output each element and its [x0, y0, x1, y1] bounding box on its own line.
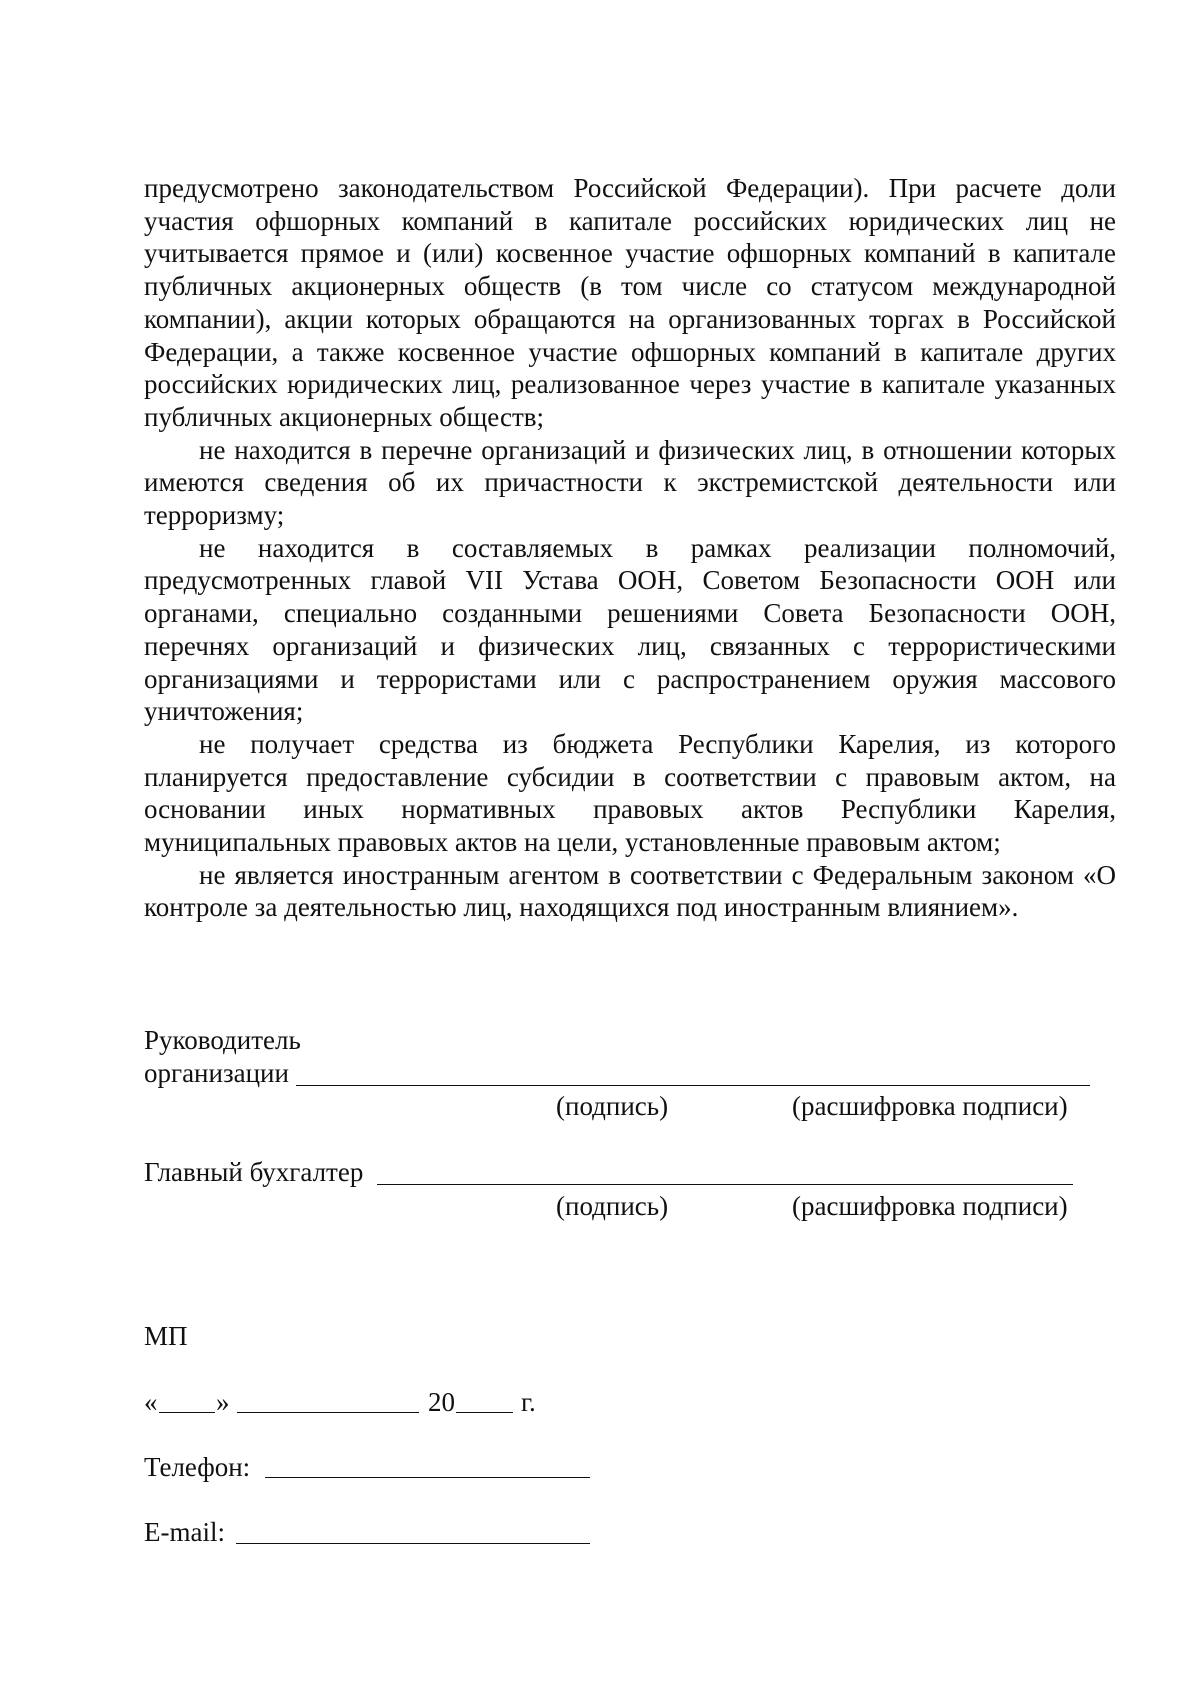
date-year-suffix: г. [521, 1387, 536, 1417]
head-caption-signature: (подпись) [556, 1091, 669, 1121]
date-month-blank [237, 1412, 419, 1413]
paragraph-offshore-participation: предусмотрено законодательством Российской Федерации). При расчете доли участия офшорных компаний в капитале российских юридических лиц не учитывается прямое и (или) косвенное участие офшорных компаний в капитале публичных акционерных обществ (в том числе со статусом международной компании), акции которых обращаются на организованных торгах в Российской Федерации, а также косвенное участие офшорных компаний в капитале других российских юридических лиц, реализованное через участие в капитале указанных публичных акционерных обществ; [144, 173, 1116, 432]
head-label-line2: организации [144, 1058, 289, 1088]
stamp-label: МП [144, 1321, 188, 1351]
paragraph-extremism-list: не находится в перечне организаций и физических лиц, в отношении которых имеются сведения об их причастности к экстремистской деятельности или терроризму; [144, 434, 1116, 531]
paragraph-un-sanctions-list: не находится в составляемых в рамках реализации полномочий, предусмотренных главой VII Устава ООН, Советом Безопасности ООН или органами, специально созданными решениями Совета Безопасности ООН, перечнях организаций и физических лиц, связанных с террористическими организациями и террористами или с распространением оружия массового уничтожения; [144, 532, 1116, 727]
phone-blank-line [265, 1477, 590, 1478]
date-year-blank [456, 1412, 513, 1413]
email-label: E-mail: [144, 1517, 225, 1547]
paragraph-budget-funds: не получает средства из бюджета Республики Карелия, из которого планируется предоставление субсидии в соответствии с правовым актом, на основании иных нормативных правовых актов Республики Карелия, муниципальных правовых актов на цели, установленные правовым актом; [144, 728, 1116, 858]
accountant-label: Главный бухгалтер [144, 1157, 364, 1187]
head-label-line1: Руководитель [144, 1025, 301, 1055]
paragraph-foreign-agent: не является иностранным агентом в соответствии с Федеральным законом «О контроле за деятельностью лиц, находящихся под иностранным влиянием». [144, 859, 1116, 923]
email-blank-line [236, 1543, 590, 1544]
head-caption-decoding: (расшифровка подписи) [792, 1091, 1068, 1121]
date-open-quote: « [144, 1387, 158, 1417]
date-day-blank [159, 1412, 215, 1413]
head-signature-line [296, 1085, 1090, 1086]
phone-label: Телефон: [144, 1452, 251, 1482]
accountant-caption-decoding: (расшифровка подписи) [792, 1191, 1068, 1221]
date-year-prefix: 20 [428, 1387, 455, 1417]
date-close-quote: » [216, 1387, 230, 1417]
accountant-signature-line [377, 1184, 1073, 1185]
accountant-caption-signature: (подпись) [556, 1191, 669, 1221]
document-body [144, 172, 1116, 924]
